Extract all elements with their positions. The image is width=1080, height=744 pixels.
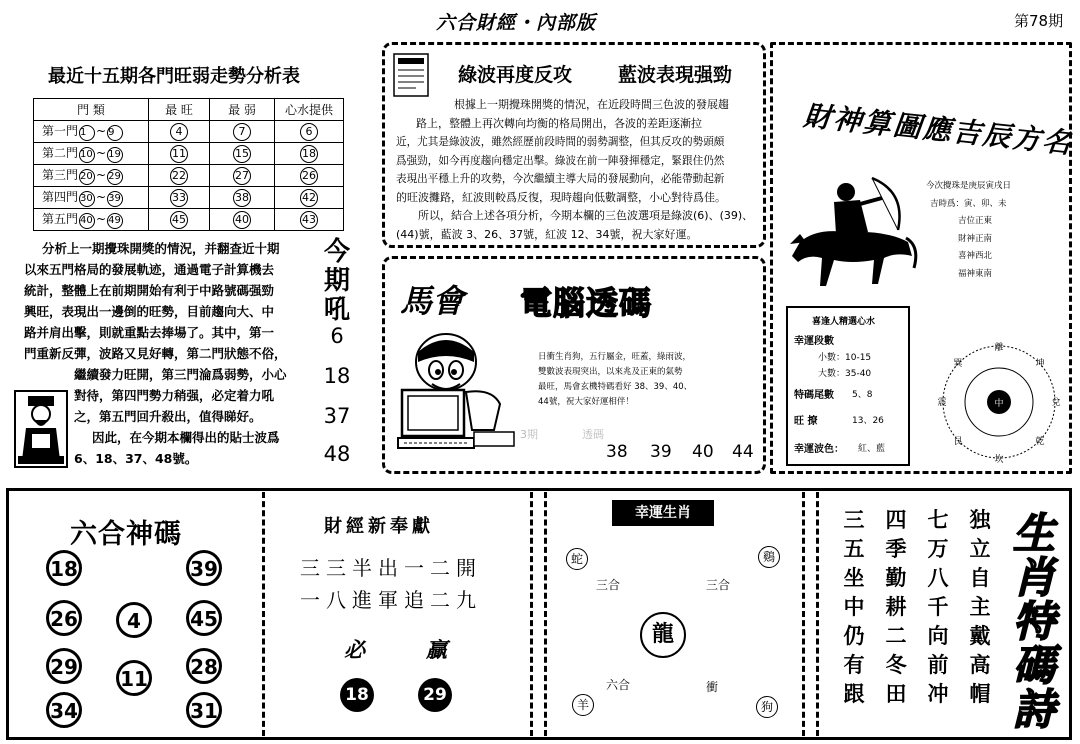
zodiac-snake: 蛇	[566, 548, 588, 570]
liuhe-number: 39	[186, 550, 222, 586]
max-value: 4	[170, 123, 188, 141]
brand-title: 六合財經・內部版	[436, 12, 597, 34]
liuhe-title: 六合神碼	[70, 519, 182, 550]
computer-cartoon-image	[396, 320, 520, 450]
liuhe-number: 26	[46, 600, 82, 636]
min-value: 27	[233, 167, 251, 185]
lucky-hot-label: 旺 撩	[794, 416, 818, 427]
liuhe-number: 18	[46, 550, 82, 586]
horse-title-a: 馬會	[400, 282, 465, 320]
analysis-line: 以來五門格局的發展軌迹，通過電子計算機去	[24, 262, 275, 277]
horse-number: 40	[692, 442, 714, 462]
liuhe-number: 28	[186, 648, 222, 684]
deity-info-line: 喜神西北	[958, 251, 993, 261]
horse-number: 38	[606, 442, 628, 462]
tip-value: 42	[300, 189, 318, 207]
zodiac-sanhe-left: 三合	[596, 578, 621, 592]
compass-label: 巽	[953, 359, 963, 369]
range-sep: ~	[96, 124, 107, 138]
range-sep: ~	[96, 168, 107, 182]
row-label: 第五門	[42, 212, 79, 226]
liuhe-number: 34	[46, 692, 82, 728]
analysis-line: 興旺，表現出一邊倒的旺勢，目前趨向大、中	[24, 304, 275, 319]
deity-info-line: 吉時爲：寅、卯、未	[930, 198, 1007, 209]
horse-note-line: 雙數波表現突出，以來兆及正東的氣勢	[538, 367, 683, 377]
finance-line-1: 三三半出一二開	[300, 556, 482, 580]
liuhe-number: 11	[116, 660, 152, 696]
horse-notes	[538, 350, 758, 410]
range-from: 10	[79, 147, 95, 163]
shout-title: 今期吼	[323, 237, 350, 325]
poem-column: 独立自主戴高帽	[969, 508, 991, 706]
liuhe-number: 45	[186, 600, 222, 636]
wave-line: 路上，整體上再次轉向均衡的格局開出，各波的差距逐漸拉	[416, 116, 702, 130]
divider	[544, 492, 547, 736]
col-header: 最 旺	[149, 99, 210, 121]
table-row	[34, 187, 344, 209]
tip-value: 18	[300, 145, 318, 163]
wave-line: (44)號，藍波 3、26、37號，紅波 12、34號，祝大家好運。	[396, 227, 698, 241]
lucky-small-range: 小數：10-15	[818, 353, 872, 363]
max-value: 33	[170, 189, 188, 207]
poem-column: 七万八千向前冲	[927, 508, 949, 706]
analysis-line: 門重新反彈，波路又見好轉，第二門狀態不俗，	[24, 346, 287, 361]
finance-must: 必	[344, 638, 365, 662]
judge-figure-image	[14, 390, 68, 468]
zodiac-goat: 羊	[572, 694, 594, 716]
compass-label: 艮	[953, 437, 963, 447]
analysis-line: 之，第五門回升殺出，值得睇好。	[74, 409, 262, 424]
max-value: 45	[170, 211, 188, 229]
horse-title-b: 電腦透碼	[520, 284, 653, 322]
liuhe-number: 4	[116, 602, 152, 638]
tip-value: 6	[300, 123, 318, 141]
range-to: 9	[107, 125, 123, 141]
wave-line: 根據上一期攪珠開獎的情況，在近段時間三色波的發展趨	[454, 98, 729, 111]
shout-number: 18	[323, 364, 351, 388]
compass-center: 中	[994, 399, 1004, 409]
row-label: 第二門	[42, 146, 79, 160]
wave-line: 所以，結合上述各項分析，今期本欄的三色波選項是綠波(6)、(39)、	[418, 209, 754, 222]
divider	[262, 492, 265, 736]
zodiac-center-dragon: 龍	[640, 612, 686, 658]
compass-label: 坤	[1035, 359, 1045, 369]
poem-title: 生肖特碼詩	[1012, 509, 1055, 734]
lucky-range-label: 幸運段數	[794, 336, 834, 347]
liuhe-number: 29	[46, 648, 82, 684]
deity-info-line: 財神正南	[958, 233, 993, 244]
shout-number: 48	[323, 442, 351, 466]
range-to: 29	[107, 169, 123, 185]
range-from: 20	[79, 169, 95, 185]
range-from: 30	[79, 191, 95, 207]
range-sep: ~	[96, 190, 107, 204]
deity-info-line: 今次攪珠是庚辰寅戌日	[926, 181, 1012, 191]
deity-info	[926, 178, 1066, 283]
newspaper-image	[392, 52, 432, 98]
liuhe-number: 31	[186, 692, 222, 728]
finance-line-2: 一八進軍追二九	[300, 588, 482, 612]
compass-label: 坎	[994, 455, 1004, 465]
col-header: 門 類	[34, 99, 149, 121]
table-row	[34, 121, 344, 143]
zodiac-rooster: 鷄	[758, 546, 780, 568]
max-value: 11	[170, 145, 188, 163]
zodiac-dog: 狗	[756, 696, 778, 718]
table-row	[34, 143, 344, 165]
trend-header-row	[34, 99, 344, 121]
wave-line: 的旺波攤路，紅波則較爲反復，現時趨向低數調整，小心對待爲佳。	[396, 190, 726, 204]
analysis-line: 因此，在今期本欄得出的貼士波爲	[92, 430, 280, 445]
compass-label: 離	[994, 343, 1004, 353]
poem-column: 三五坐中仍有跟	[843, 508, 865, 706]
bagua-compass-diagram	[932, 338, 1066, 466]
tip-value: 43	[300, 211, 318, 229]
lucky-color-label: 幸運波色：	[794, 444, 844, 455]
zodiac-sanhe-right: 三合	[706, 578, 731, 592]
tip-value: 26	[300, 167, 318, 185]
analysis-line: 6、18、37、48號。	[74, 451, 198, 466]
max-value: 22	[170, 167, 188, 185]
range-sep: ~	[96, 146, 107, 160]
wave-headline-blue: 藍波表現强勁	[618, 64, 733, 86]
range-from: 1	[79, 125, 95, 141]
poem-column: 四季勤耕二冬田	[885, 508, 907, 706]
analysis-line: 繼續發力旺開，第三門淪爲弱勢，小心	[74, 367, 287, 382]
compass-label: 兌	[1051, 398, 1061, 408]
row-label: 第三門	[42, 168, 79, 182]
range-from: 40	[79, 213, 95, 229]
wave-headline-green: 綠波再度反攻	[458, 64, 573, 86]
compass-label: 震	[937, 398, 947, 408]
col-header: 心水提供	[275, 99, 344, 121]
finance-title: 財經新奉獻	[324, 516, 434, 537]
shout-number: 6	[330, 324, 344, 348]
horse-number: 39	[650, 442, 672, 462]
lucky-tail-label: 特碼尾數	[794, 390, 834, 401]
analysis-line: 對待，第四門勢力稍强，必定着力吼	[74, 388, 275, 403]
lucky-hot-value: 13、26	[852, 416, 884, 426]
min-value: 15	[233, 145, 251, 163]
range-to: 39	[107, 191, 123, 207]
horse-faded-label: 3期 透碼	[520, 428, 604, 441]
trend-title: 最近十五期各門旺弱走勢分析表	[48, 66, 300, 87]
wave-line: 爲强勁，如今再度趨向穩定出擊。綠波在前一陣發揮穩定，緊跟住仍然	[396, 154, 725, 167]
deity-info-line: 吉位正東	[958, 216, 993, 226]
table-row	[34, 165, 344, 187]
horse-note-line: 44號，祝大家好運相伴！	[538, 397, 634, 407]
compass-label: 乾	[1035, 437, 1045, 447]
lucky-big-range: 大數：35-40	[818, 369, 872, 379]
divider	[816, 492, 819, 736]
shout-number: 37	[323, 404, 351, 428]
min-value: 38	[233, 189, 251, 207]
analysis-text	[24, 238, 320, 469]
col-header: 最 弱	[210, 99, 275, 121]
zodiac-title: 幸運生肖	[612, 500, 714, 526]
divider	[530, 492, 533, 736]
row-label: 第四門	[42, 190, 79, 204]
horse-note-line: 日衝生肖狗，五行屬金，旺蓋，綠雨波，	[538, 352, 692, 362]
zodiac-chong: 衝	[706, 680, 719, 694]
wave-line: 近，尤其是綠波波，雖然經歷前段時間的弱勢調整，但其反攻的勢頭頗	[396, 136, 725, 148]
finance-win: 贏	[426, 638, 447, 662]
row-label: 第一門	[42, 124, 79, 138]
finance-ball: 18	[340, 678, 374, 712]
finance-ball: 29	[418, 678, 452, 712]
min-value: 7	[233, 123, 251, 141]
deity-title: 財神算圖應吉辰方名	[802, 98, 1075, 161]
lucky-color-value: 紅、藍	[858, 444, 886, 454]
range-to: 19	[107, 147, 123, 163]
analysis-line: 分析上一期攪珠開獎的情況，并翻查近十期	[42, 241, 280, 256]
issue-number: 第78期	[1014, 12, 1064, 30]
analysis-line: 路并肩出擊，則就重點去捧場了。其中，第一	[24, 325, 275, 340]
deity-info-line: 福神東南	[958, 268, 993, 279]
analysis-line: 統計，整體上在前期開始有利于中路號碼强勁	[24, 283, 275, 298]
wave-line: 表現出平穩上升的攻勢，今次繼續主導大局的發展動向，必能帶動起新	[396, 173, 725, 185]
horse-rider-image	[786, 172, 922, 294]
divider	[802, 492, 805, 736]
range-sep: ~	[96, 212, 107, 226]
table-row	[34, 209, 344, 231]
horse-number: 44	[732, 442, 754, 462]
lucky-box-title: 喜逢人精選心水	[812, 317, 876, 327]
wave-text	[396, 96, 758, 244]
lucky-tail-value: 5、8	[852, 390, 873, 400]
min-value: 40	[233, 211, 251, 229]
zodiac-liuhe: 六合	[606, 678, 631, 692]
range-to: 49	[107, 213, 123, 229]
horse-note-line: 最旺，馬會玄機特碼看好 38、39、40、	[538, 382, 693, 392]
trend-table	[33, 98, 344, 231]
